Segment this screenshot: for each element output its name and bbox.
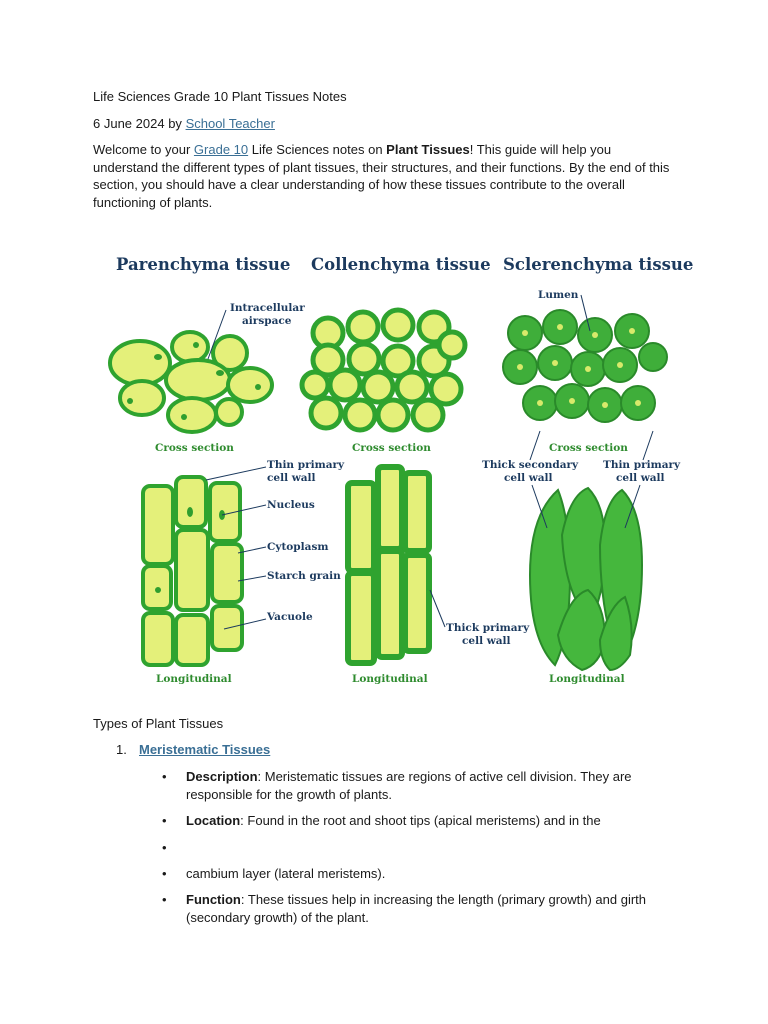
sclerenchyma-longitudinal bbox=[530, 488, 642, 670]
bullet-icon: • bbox=[162, 839, 167, 855]
document-title: Life Sciences Grade 10 Plant Tissues Notes bbox=[93, 89, 347, 104]
intro-paragraph bbox=[93, 141, 673, 211]
collenchyma-title: Collenchyma tissue bbox=[311, 255, 491, 274]
thin-primary-right-label-1: Thin primary bbox=[603, 459, 681, 471]
parenchyma-long-caption: Longitudinal bbox=[156, 673, 232, 685]
thick-primary-label-2: cell wall bbox=[462, 635, 511, 647]
meristematic-details bbox=[139, 768, 673, 927]
collenchyma-longitudinal bbox=[348, 467, 429, 663]
starch-grain-label: Starch grain bbox=[267, 570, 341, 582]
document-body bbox=[93, 88, 673, 224]
lumen-label: Lumen bbox=[538, 289, 579, 301]
tissue-types-list bbox=[93, 741, 673, 936]
sclerenchyma-cross-caption: Cross section bbox=[549, 442, 628, 454]
thick-primary-label-1: Thick primary bbox=[446, 622, 530, 634]
bullet-icon: • bbox=[162, 892, 167, 908]
description-label: Description bbox=[186, 769, 258, 784]
by-word: by bbox=[168, 116, 182, 131]
thick-secondary-label-2: cell wall bbox=[504, 472, 553, 484]
collenchyma-cross-section bbox=[302, 310, 465, 430]
thin-primary-right-label-2: cell wall bbox=[616, 472, 665, 484]
collenchyma-cross-caption: Cross section bbox=[352, 442, 431, 454]
location-label: Location bbox=[186, 813, 241, 829]
parenchyma-longitudinal bbox=[143, 477, 242, 665]
intro-text-2: Life Sciences notes on bbox=[248, 142, 387, 157]
bullet-item bbox=[139, 891, 673, 926]
sclerenchyma-title: Sclerenchyma tissue bbox=[503, 255, 694, 274]
bullet-item bbox=[139, 812, 673, 830]
byline bbox=[93, 115, 673, 132]
thin-primary-label-1: Thin primary bbox=[267, 459, 345, 471]
thick-secondary-label-1: Thick secondary bbox=[482, 459, 579, 471]
nucleus-label: Nucleus bbox=[267, 499, 315, 511]
intro-text-1: Welcome to your bbox=[93, 142, 194, 157]
bullet-icon: • bbox=[162, 769, 167, 784]
author-link[interactable]: School Teacher bbox=[185, 116, 275, 131]
function-label: Function bbox=[186, 892, 241, 908]
section-title: Types of Plant Tissues bbox=[93, 716, 224, 731]
intracellular-label-1: Intracellular bbox=[230, 302, 305, 314]
intro-text-3: ! This guide will help you understand the different types of plant tissues, their structures, and their functions. By the end of this section, you should have a clear understanding of how these tissues contribute to the overall functioning of plants. bbox=[93, 142, 670, 210]
meristematic-link[interactable]: Meristematic Tissues bbox=[139, 742, 271, 757]
intro-bold: Plant Tissues bbox=[386, 142, 470, 157]
cytoplasm-label: Cytoplasm bbox=[267, 541, 329, 553]
grade-link[interactable]: Grade 10 bbox=[193, 142, 249, 157]
location-text: : Found in the root and shoot tips (apical meristems) and in the bbox=[240, 813, 601, 829]
sclerenchyma-long-caption: Longitudinal bbox=[549, 673, 625, 685]
bullet-item bbox=[139, 865, 673, 883]
parenchyma-cross-caption: Cross section bbox=[155, 442, 234, 454]
post-date: 6 June 2024 bbox=[93, 116, 165, 131]
bullet-item bbox=[139, 839, 673, 856]
parenchyma-title: Parenchyma tissue bbox=[116, 255, 291, 274]
location-continued-text: cambium layer (lateral meristems). bbox=[186, 865, 386, 881]
bullet-item bbox=[139, 768, 673, 803]
bullet-icon: • bbox=[162, 865, 167, 881]
list-item bbox=[93, 741, 673, 927]
intracellular-label-2: airspace bbox=[242, 315, 292, 327]
plant-tissues-figure bbox=[100, 245, 694, 690]
description-text: : Meristematic tissues are regions of active cell division. They are responsible for the growth of plants. bbox=[186, 769, 632, 802]
bullet-icon: • bbox=[162, 813, 167, 829]
collenchyma-long-caption: Longitudinal bbox=[352, 673, 428, 685]
parenchyma-cross-section bbox=[110, 332, 272, 432]
vacuole-label: Vacuole bbox=[267, 611, 313, 623]
function-text: : These tissues help in increasing the length (primary growth) and girth (secondary growth) of the plant. bbox=[186, 892, 647, 925]
thin-primary-label-2: cell wall bbox=[267, 472, 316, 484]
list-number: 1. bbox=[116, 742, 127, 757]
sclerenchyma-cross-section bbox=[503, 310, 667, 422]
